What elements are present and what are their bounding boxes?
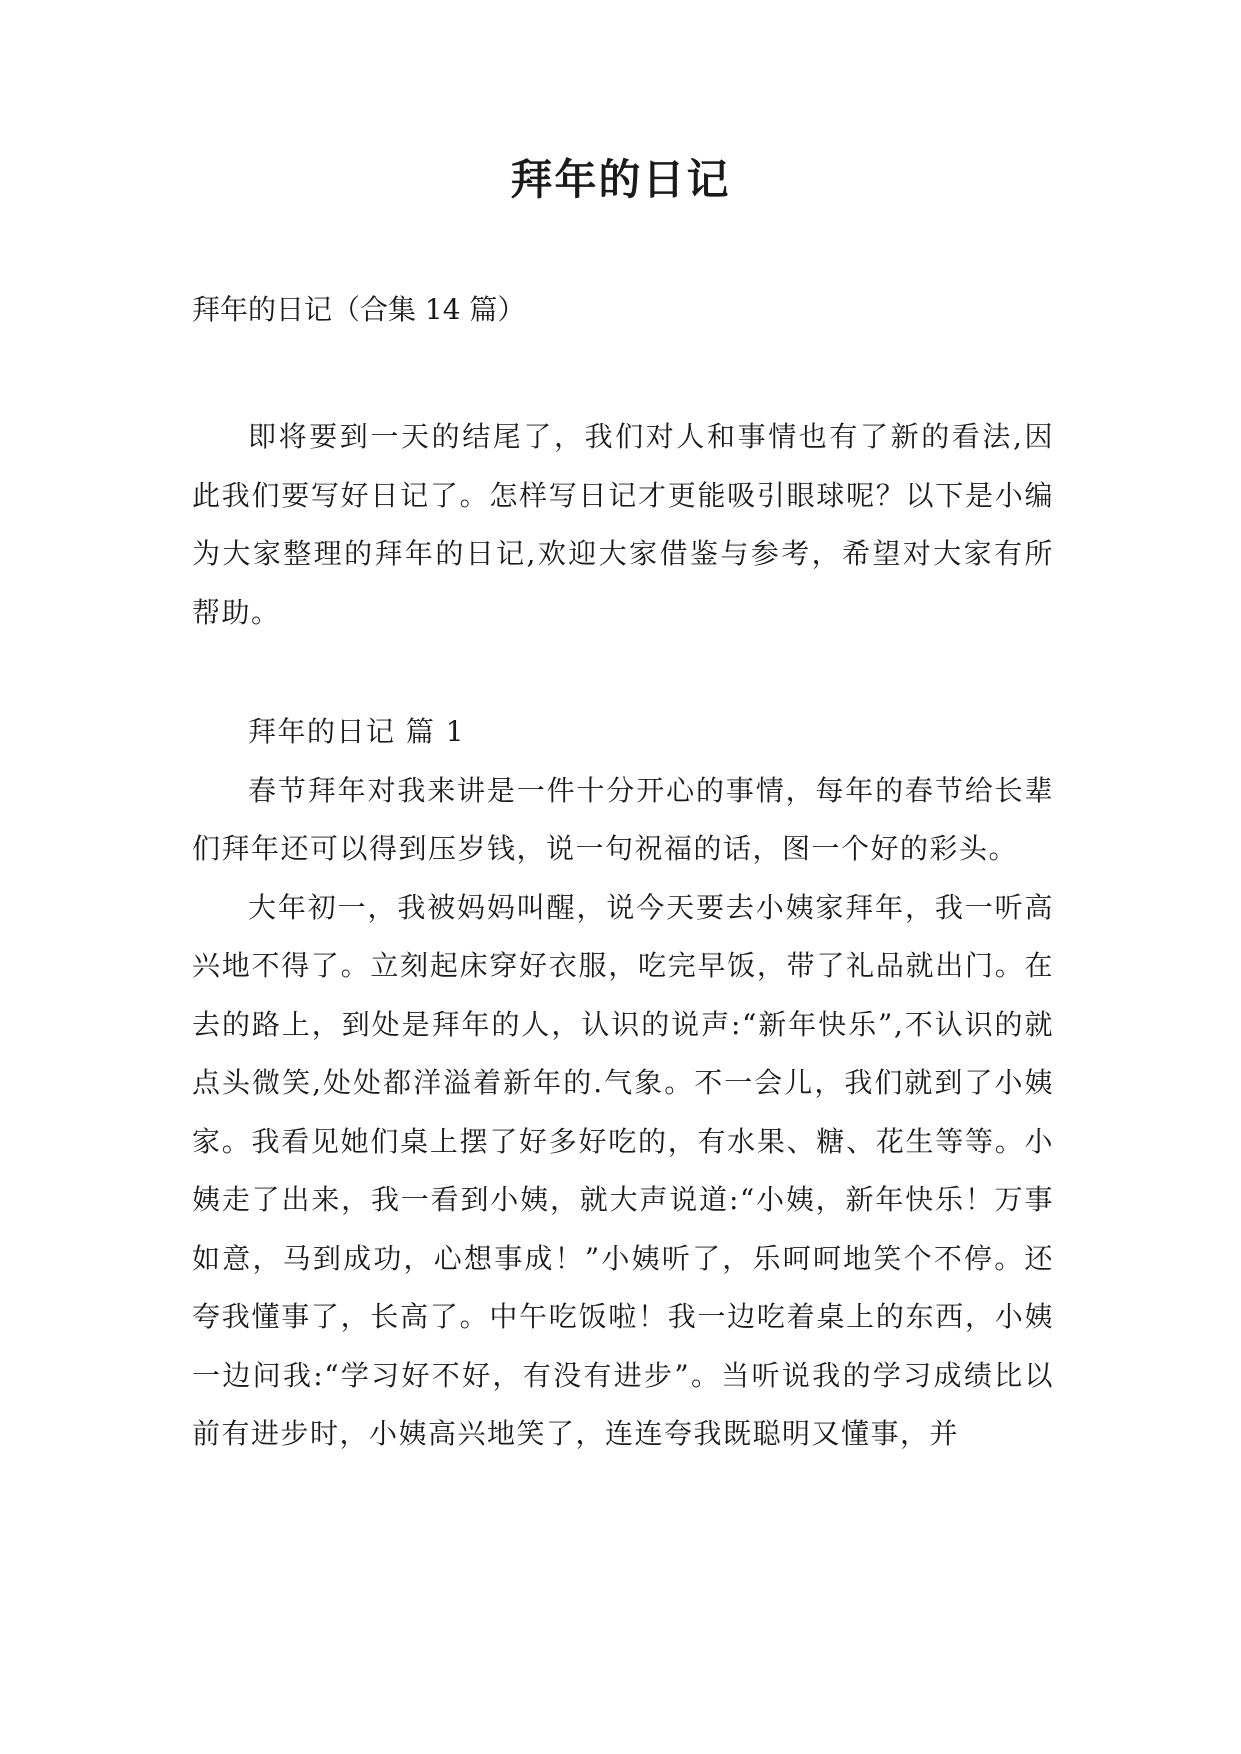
section-1 <box>192 703 1054 1464</box>
intro-paragraph: 即将要到一天的结尾了，我们对人和事情也有了新的看法,因此我们要写好日记了。怎样写日记才更能吸引眼球呢？以下是小编为大家整理的拜年的日记,欢迎大家借鉴与参考，希望对大家有所帮助。 <box>192 420 1054 629</box>
intro-block <box>192 408 1054 642</box>
section-heading: 拜年的日记 篇 1 <box>248 715 466 748</box>
body-paragraph: 大年初一，我被妈妈叫醒，说今天要去小姨家拜年，我一听高兴地不得了。立刻起床穿好衣服，吃完早饭，带了礼品就出门。在去的路上，到处是拜年的人，认识的说声:“新年快乐”,不认识的就点头微笑,处处都洋溢着新年的.气象。不一会儿，我们就到了小姨家。我看见她们桌上摆了好多好吃的，有水果、糖、花生等等。小姨走了出来，我一看到小姨，就大声说道:“小姨，新年快乐！万事如意，马到成功，心想事成！”小姨听了，乐呵呵地笑个不停。还夸我懂事了，长高了。中午吃饭啦！我一边吃着桌上的东西，小姨一边问我:“学习好不好，有没有进步”。当听说我的学习成绩比以前有进步时，小姨高兴地笑了，连连夸我既聪明又懂事，并 <box>192 890 1054 1450</box>
document-subtitle: 拜年的日记（合集 14 篇） <box>192 293 526 326</box>
body-paragraph: 春节拜年对我来讲是一件十分开心的事情，每年的春节给长辈们拜年还可以得到压岁钱，说一句祝福的话，图一个好的彩头。 <box>192 773 1054 865</box>
document-title: 拜年的日记 <box>510 155 731 204</box>
